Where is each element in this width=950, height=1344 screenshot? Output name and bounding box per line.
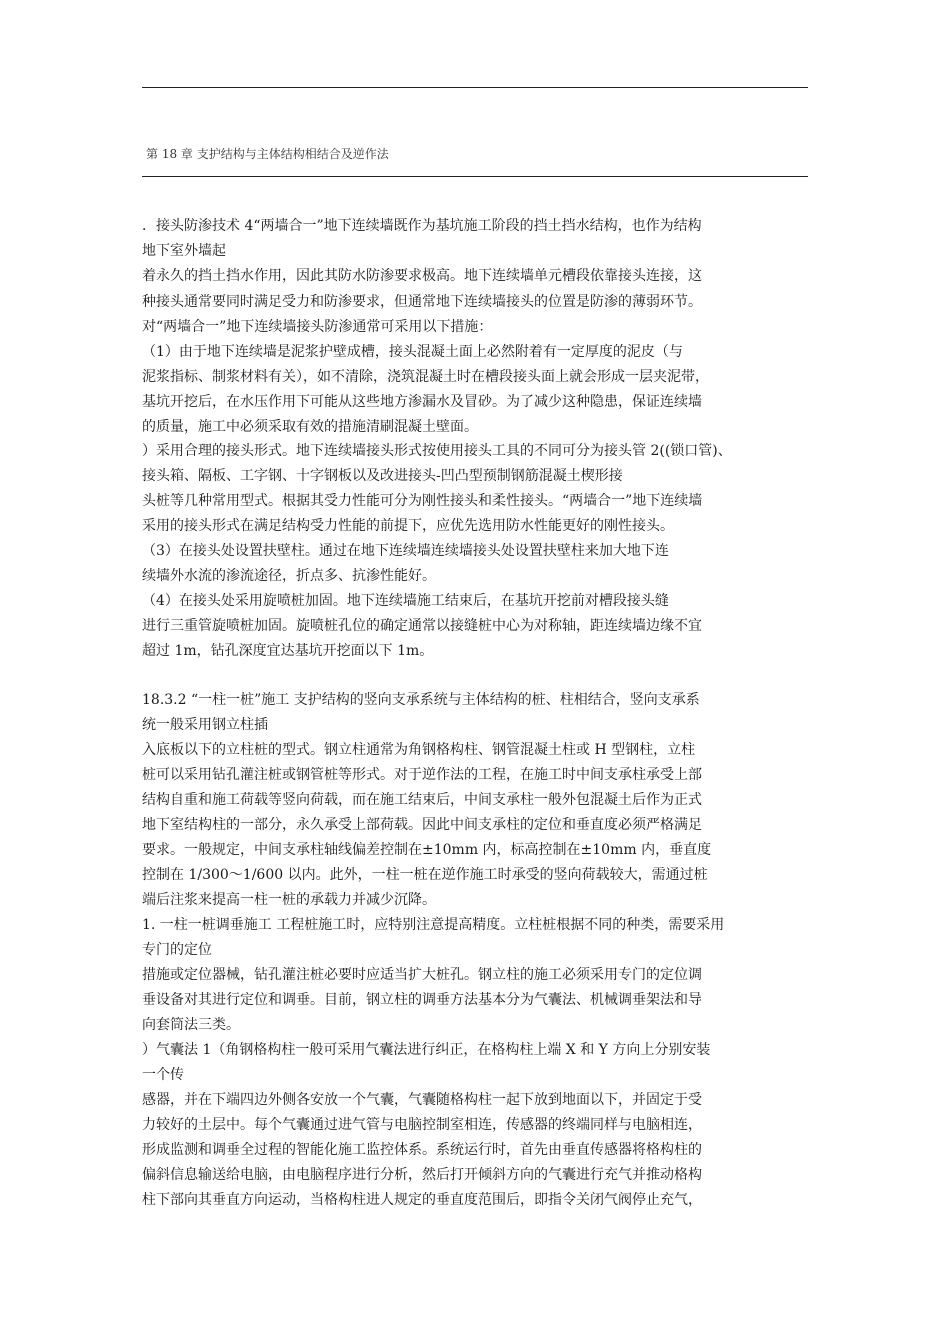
body-line: 的质量，施工中必须采取有效的措施清刷混凝土壁面。 [142,419,478,435]
body-line: 端后注浆来提高一柱一桩的承载力并减少沉降。 [142,892,436,908]
section-heading-line: 18.3.2 “一柱一桩”施工 支护结构的竖向支承系统与主体结构的桩、柱相结合，竖向支承系 [142,692,700,708]
body-line: 1. 一柱一桩调垂施工 工程桩施工时，应特别注意提高精度。立柱桩根据不同的种类，需要采用 [142,917,725,933]
body-line: （4）在接头处采用旋喷桩加固。地下连续墙施工结束后，在基坑开挖前对槽段接头缝 [142,593,669,609]
body-line: 统一般采用钢立柱插 [142,717,268,733]
body-line: 着永久的挡土挡水作用，因此其防水防渗要求极高。地下连续墙单元槽段依靠接头连接，这 [142,268,702,284]
body-line: 对“两墙合一”地下连续墙接头防渗通常可采用以下措施： [142,319,493,335]
body-line: 种接头通常要同时满足受力和防渗要求，但通常地下连续墙接头的位置是防渗的薄弱环节。 [142,294,702,310]
body-line: 偏斜信息输送给电脑，由电脑程序进行分析，然后打开倾斜方向的气囊进行充气并推动格构 [142,1167,702,1183]
body-line: 垂设备对其进行定位和调垂。目前，钢立柱的调垂方法基本分为气囊法、机械调垂架法和导 [142,992,702,1008]
body-line: （1）由于地下连续墙是泥浆护壁成槽，接头混凝土面上必然附着有一定厚度的泥皮（与 [142,344,683,360]
body-line: 入底板以下的立柱桩的型式。钢立柱通常为角钢格构柱、钢管混凝土柱或 H 型钢柱，立柱 [142,742,696,758]
body-line: ．接头防渗技术 4“两墙合一”地下连续墙既作为基坑施工阶段的挡土挡水结构，也作为结构 [142,218,702,234]
body-line: 地下室外墙起 [142,243,226,259]
body-line: 续墙外水流的渗流途径，折点多、抗渗性能好。 [142,568,436,584]
body-line: 一个传 [142,1067,184,1083]
body-line: 力较好的土层中。每个气囊通过进气管与电脑控制室相连，传感器的终端同样与电脑相连， [142,1117,702,1133]
body-line: ）气囊法 1（角钢格构柱一般可采用气囊法进行纠正，在格构柱上端 X 和 Y 方向上分别安装 [142,1042,711,1058]
body-line: 形成监测和调垂全过程的智能化施工监控体系。系统运行时，首先由垂直传感器将格构柱的 [142,1142,702,1158]
body-line: 接头箱、隔板、工字钢、十字钢板以及改进接头-凹凸型预制钢筋混凝土楔形接 [142,468,623,484]
body-line: 控制在 1/300～1/600 以内。此外，一柱一桩在逆作施工时承受的竖向荷载较大，需通过桩 [142,867,708,883]
body-line: 专门的定位 [142,942,212,958]
header-rule [142,176,808,177]
body-line: 泥浆指标、制浆材料有关），如不清除，浇筑混凝土时在槽段接头面上就会形成一层夹泥带， [142,369,709,385]
body-line: 地下室结构柱的一部分，永久承受上部荷载。因此中间支承柱的定位和垂直度必须严格满足 [142,817,702,833]
body-line: 进行三重管旋喷桩加固。旋喷桩孔位的确定通常以接缝桩中心为对称轴，距连续墙边缘不宜 [142,618,702,634]
body-line: 感器，并在下端四边外侧各安放一个气囊，气囊随格构柱一起下放到地面以下，并固定于受 [142,1092,702,1108]
body-line: 桩可以采用钻孔灌注桩或钢管桩等形式。对于逆作法的工程，在施工时中间支承柱承受上部 [142,767,702,783]
body-line: 头桩等几种常用型式。根据其受力性能可分为刚性接头和柔性接头。“两墙合一”地下连续墙 [142,493,703,509]
body-line: 措施或定位器械，钻孔灌注桩必要时应适当扩大桩孔。钢立柱的施工必须采用专门的定位调 [142,967,702,983]
body-line: 超过 1m，钻孔深度宜达基坑开挖面以下 1m。 [142,643,434,659]
chapter-header: 第 18 章 支护结构与主体结构相结合及逆作法 [146,147,389,161]
body-line: 要求。一般规定，中间支承柱轴线偏差控制在±10mm 内，标高控制在±10mm 内，垂直度 [142,842,712,858]
body-line: ）采用合理的接头形式。地下连续墙接头形式按使用接头工具的不同可分为接头管 2((锁口管)、 [142,443,732,459]
body-line: 基坑开挖后，在水压作用下可能从这些地方渗漏水及冒砂。为了减少这种隐患，保证连续墙 [142,394,702,410]
top-rule [142,87,808,88]
body-line: 采用的接头形式在满足结构受力性能的前提下，应优先选用防水性能更好的刚性接头。 [142,518,674,534]
body-line: （3）在接头处设置扶壁柱。通过在地下连续墙连续墙接头处设置扶壁柱来加大地下连 [142,543,669,559]
body-line: 柱下部向其垂直方向运动，当格构柱进人规定的垂直度范围后，即指令关闭气阀停止充气， [142,1192,702,1208]
body-line: 向套筒法三类。 [142,1017,240,1033]
body-line: 结构自重和施工荷载等竖向荷载，而在施工结束后，中间支承柱一般外包混凝土后作为正式 [142,792,702,808]
